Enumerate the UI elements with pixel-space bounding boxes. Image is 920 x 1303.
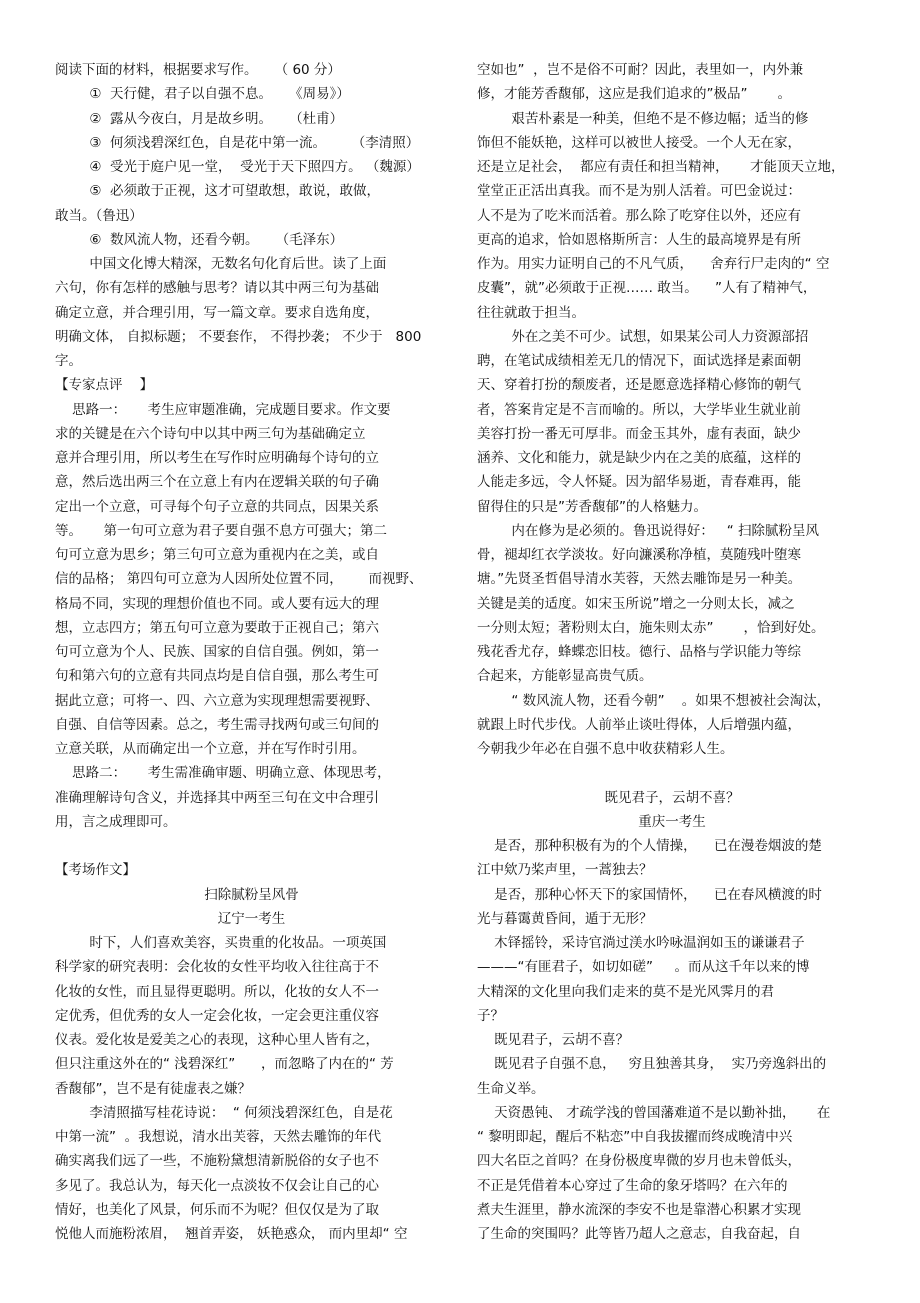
text-line: 是否，那种积极有为的个人情操， 已在漫卷烟波的楚 (477, 838, 822, 854)
text-line: 格局不同，实现的理想价值也不同。或人要有远大的理 (55, 595, 379, 612)
text-line: 人能走多远，令人怀疑。因为韶华易逝，青春难再，能 (477, 474, 801, 491)
text-line: 既见君子，云胡不喜？ (477, 1032, 630, 1048)
text-line: 一分则太短；著粉则太白，施朱则太赤” ，恰到好处。 (477, 619, 825, 636)
text-line: ① 天行健，君子以自强不息。 《周易》） (55, 86, 350, 103)
text-line: “ 数风流人物，还看今朝” 。如果不想被社会淘汰， (477, 692, 831, 709)
text-line: 了生命的突围吗？此等皆乃超人之意志，自我奋起，自 (477, 1226, 801, 1242)
text-line: 用，言之成理即可。 (55, 813, 177, 830)
text-line: 立意关联，从而确定出一个立意，并在写作时引用。 (55, 741, 366, 757)
text-line: 自强、自信等因素。总之，考生需寻找两句或三句间的 (55, 716, 379, 733)
text-line: 准确理解诗句含义，并选择其中两至三句在文中合理引 (55, 789, 379, 806)
text-line: 仪表。爱化妆是爱美之心的表现，这种心里人皆有之， (55, 1032, 379, 1048)
text-line: 江中欸乃桨声里，一蒿独去？ (477, 862, 653, 879)
text-line: 意并合理引用，所以考生在写作时应明确每个诗句的立 (55, 450, 379, 466)
text-line: “ 黎明即起，醒后不粘恋”中自我拔擢而终成晚清中兴 (477, 1129, 793, 1145)
text-line: 往往就敢于担当。 (477, 304, 585, 321)
text-line: 阅读下面的材料，根据要求写作。 （ 60 分） (55, 62, 341, 78)
text-line: 思路二： 考生需准确审题、明确立意、体现思考， (55, 765, 391, 782)
text-line: 想，立志四方；第五句可立意为要敢于正视自己；第六 (55, 619, 379, 636)
text-line: 还是立足社会， 都应有责任和担当精神， 才能顶天立地， (477, 159, 845, 175)
text-line: 外在之美不可少。试想，如果某公司人力资源部招 (477, 328, 809, 345)
text-line: 子？ (477, 1007, 504, 1024)
text-line: 多见了。我总认为，每天化一点淡妆不仅会让自己的心 (55, 1177, 379, 1194)
blank-line (477, 761, 867, 785)
text-line: 字。 (55, 353, 82, 369)
text-line: 更高的追求，恰如恩格斯所言：人生的最高境界是有所 (477, 231, 801, 248)
text-line: 中第一流” 。我想说，清水出芙蓉，天然去雕饰的年代 (55, 1129, 382, 1145)
text-line: 作为。用实力证明自己的不凡气质， 舍弃行尸走肉的“ 空 (477, 256, 830, 272)
text-line: 【专家点评 】 (55, 377, 154, 394)
text-line: 六句，你有怎样的感触与思考？请以其中两三句为基础 (55, 280, 379, 297)
blank-line (55, 834, 448, 858)
text-line: 句可立意为思乡；第三句可立意为重视内在之美，或自 (55, 547, 379, 563)
text-line: 时下，人们喜欢美容，买贵重的化妆品。一项英国 (55, 935, 387, 951)
text-line: 辽宁一考生 (217, 910, 286, 927)
text-line: 人不是为了吃米而活着。那么除了吃穿住以外，还应有 (477, 207, 801, 224)
text-line: 确实离我们远了一些，不施粉黛想清新脱俗的女子也不 (55, 1153, 379, 1170)
text-line: 涵养、文化和能力，就是缺少内在之美的底蕴，这样的 (477, 450, 801, 466)
text-line: 今朝我少年必在自强不息中收获精彩人生。 (477, 741, 734, 757)
text-line: 中国文化博大精深，无数名句化育后世。读了上面 (55, 256, 387, 272)
text-line: 四大名臣之首吗？在身份极度卑微的岁月也未曾低头， (477, 1153, 801, 1170)
text-line: 天资愚钝、 才疏学浅的曾国藩难道不是以勤补拙， 在 (477, 1104, 831, 1121)
text-line: 【考场作文】 (55, 862, 136, 879)
text-line: 化妆的女性，而且显得更聪明。所以，化妆的女人不一 (55, 983, 379, 1000)
text-line: 思路一： 考生应审题准确，完成题目要求。作文要 (55, 401, 391, 418)
text-line: 句可立意为个人、民族、国家的自信自强。例如，第一 (55, 644, 379, 660)
text-line: 信的品格； 第四句可立意为人因所处位置不同， 而视野、 (55, 571, 423, 588)
text-line: 留得住的只是”芳香馥郁”的人格魅力。 (477, 498, 707, 515)
text-line: 悦他人而施粉浓眉， 翘首弄姿， 妖艳惑众， 而内里却“ 空 (55, 1226, 408, 1242)
text-line: 重庆一考生 (638, 813, 706, 830)
text-line: 光与暮霭黄昏间，遁于无形？ (477, 910, 653, 927)
text-line: 定出一个立意，可寻每个句子立意的共同点，因果关系 (55, 498, 379, 515)
text-line: ⑥ 数风流人物，还看今朝。 （毛泽东） (55, 231, 344, 248)
text-line: 就跟上时代步伐。人前举止谈吐得体，人后增强内蕴， (477, 716, 801, 733)
text-line: 关键是美的适度。如宋玉所说”增之一分则太长，减之 (477, 595, 795, 612)
text-line: 敢当。（鲁迅） (55, 207, 143, 224)
text-line: 等。 第一句可立意为君子要自强不息方可强大；第二 (55, 522, 387, 539)
text-line: 不正是凭借着本心穿过了生命的象牙塔吗？在六年的 (477, 1177, 788, 1194)
text-line: ③ 何须浅碧深红色，自是花中第一流。 （李清照） (55, 134, 420, 151)
text-line: 木铎摇铃，采诗官淌过渼水吟咏温润如玉的谦谦君子 (477, 935, 805, 951)
text-line: 聘，在笔试成绩相差无几的情况下，面试选择是素面朝 (477, 353, 801, 369)
text-line: 煮夫生涯里，静水流深的李安不也是靠潜心积累才实现 (477, 1201, 801, 1218)
text-line: 天、穿着打扮的颓废者，还是愿意选择精心修饰的朝气 (477, 377, 801, 394)
text-line: 扫除腻粉呈风骨 (204, 886, 299, 903)
right-column (477, 58, 867, 1246)
text-line: 大精深的文化里向我们走来的莫不是光风霁月的君 (477, 983, 774, 1000)
text-line: 堂堂正正活出真我。而不是为别人活着。可巴金说过： (477, 183, 801, 200)
text-line: 修，才能芳香馥郁，这应是我们追求的”极品” 。 (477, 86, 792, 103)
text-line: 残花香尤存，蜂蝶恋旧枝。德行、品格与学识能力等综 (477, 644, 801, 660)
text-line: ② 露从今夜白，月是故乡明。 （杜甫） (55, 110, 344, 127)
text-line: 内在修为是必须的。鲁迅说得好： “ 扫除腻粉呈风 (477, 522, 819, 539)
text-line: ⑤ 必须敢于正视，这才可望敢想，敢说，敢做， (55, 183, 381, 200)
text-line: 塘。”先贤圣哲倡导清水芙蓉，天然去雕饰是另一种美。 (477, 571, 802, 588)
text-line: 合起来，方能彰显高贵气质。 (477, 668, 653, 685)
text-line: 艰苦朴素是一种美，但绝不是不修边幅；适当的修 (477, 110, 809, 127)
left-column (55, 58, 448, 1246)
text-line: 据此立意；可将一、四、六立意为实现理想需要视野、 (55, 692, 379, 709)
text-line: 求的关键是在六个诗句中以其中两三句为基础确定立 (55, 425, 366, 442)
text-line: ———“有匪君子，如切如磋” 。而从这千年以来的博 (477, 959, 810, 976)
text-line: 骨，褪却红衣学淡妆。好向濂溪称净植，莫随残叶堕寒 (477, 547, 801, 563)
text-line: 句和第六句的立意有共同点均是自信自强，那么考生可 (55, 668, 379, 685)
text-line: 既见君子自强不息， 穷且独善其身， 实乃旁逸斜出的 (477, 1056, 827, 1073)
text-line: 定优秀，但优秀的女人一定会化妆，一定会更注重仪容 (55, 1007, 379, 1024)
text-line: 明确文体， 自拟标题； 不要套作， 不得抄袭； 不少于 800 (55, 328, 422, 345)
text-line: 但只注重这外在的“ 浅碧深红” ，而忽略了内在的“ 芳 (55, 1056, 394, 1073)
text-line: 科学家的研究表明：会化妆的女性平均收入往往高于不 (55, 959, 379, 976)
text-line: 情好，也美化了风景，何乐而不为呢？但仅仅是为了取 (55, 1201, 379, 1218)
text-line: 确定立意，并合理引用，写一篇文章。要求自选角度， (55, 304, 379, 321)
text-line: ④ 受光于庭户见一堂， 受光于天下照四方。 （魏源） (55, 159, 420, 175)
text-line: 意，然后选出两三个在立意上有内在逻辑关联的句子确 (55, 474, 379, 491)
text-line: 空如也” ，岂不是俗不可耐？因此，表里如一，内外兼 (477, 62, 804, 78)
text-line: 香馥郁”，岂不是有徒虚表之嫌？ (55, 1080, 251, 1097)
text-line: 美容打扮一番无可厚非。而金玉其外，虚有表面，缺少 (477, 425, 801, 442)
text-line: 生命义举。 (477, 1080, 545, 1097)
text-line: 是否，那种心怀天下的家国情怀， 已在春风横渡的时 (477, 886, 822, 903)
text-line: 者，答案肯定是不言而喻的。所以，大学毕业生就业前 (477, 401, 801, 418)
text-line: 饰但不能妖艳，这样可以被世人接受。一个人无在家， (477, 134, 801, 151)
text-line: 皮囊”，就”必须敢于正视…… 敢当。 ”人有了精神气， (477, 280, 817, 297)
text-line: 既见君子，云胡不喜？ (604, 789, 740, 806)
text-line: 李清照描写桂花诗说： “ 何须浅碧深红色，自是花 (55, 1104, 393, 1121)
